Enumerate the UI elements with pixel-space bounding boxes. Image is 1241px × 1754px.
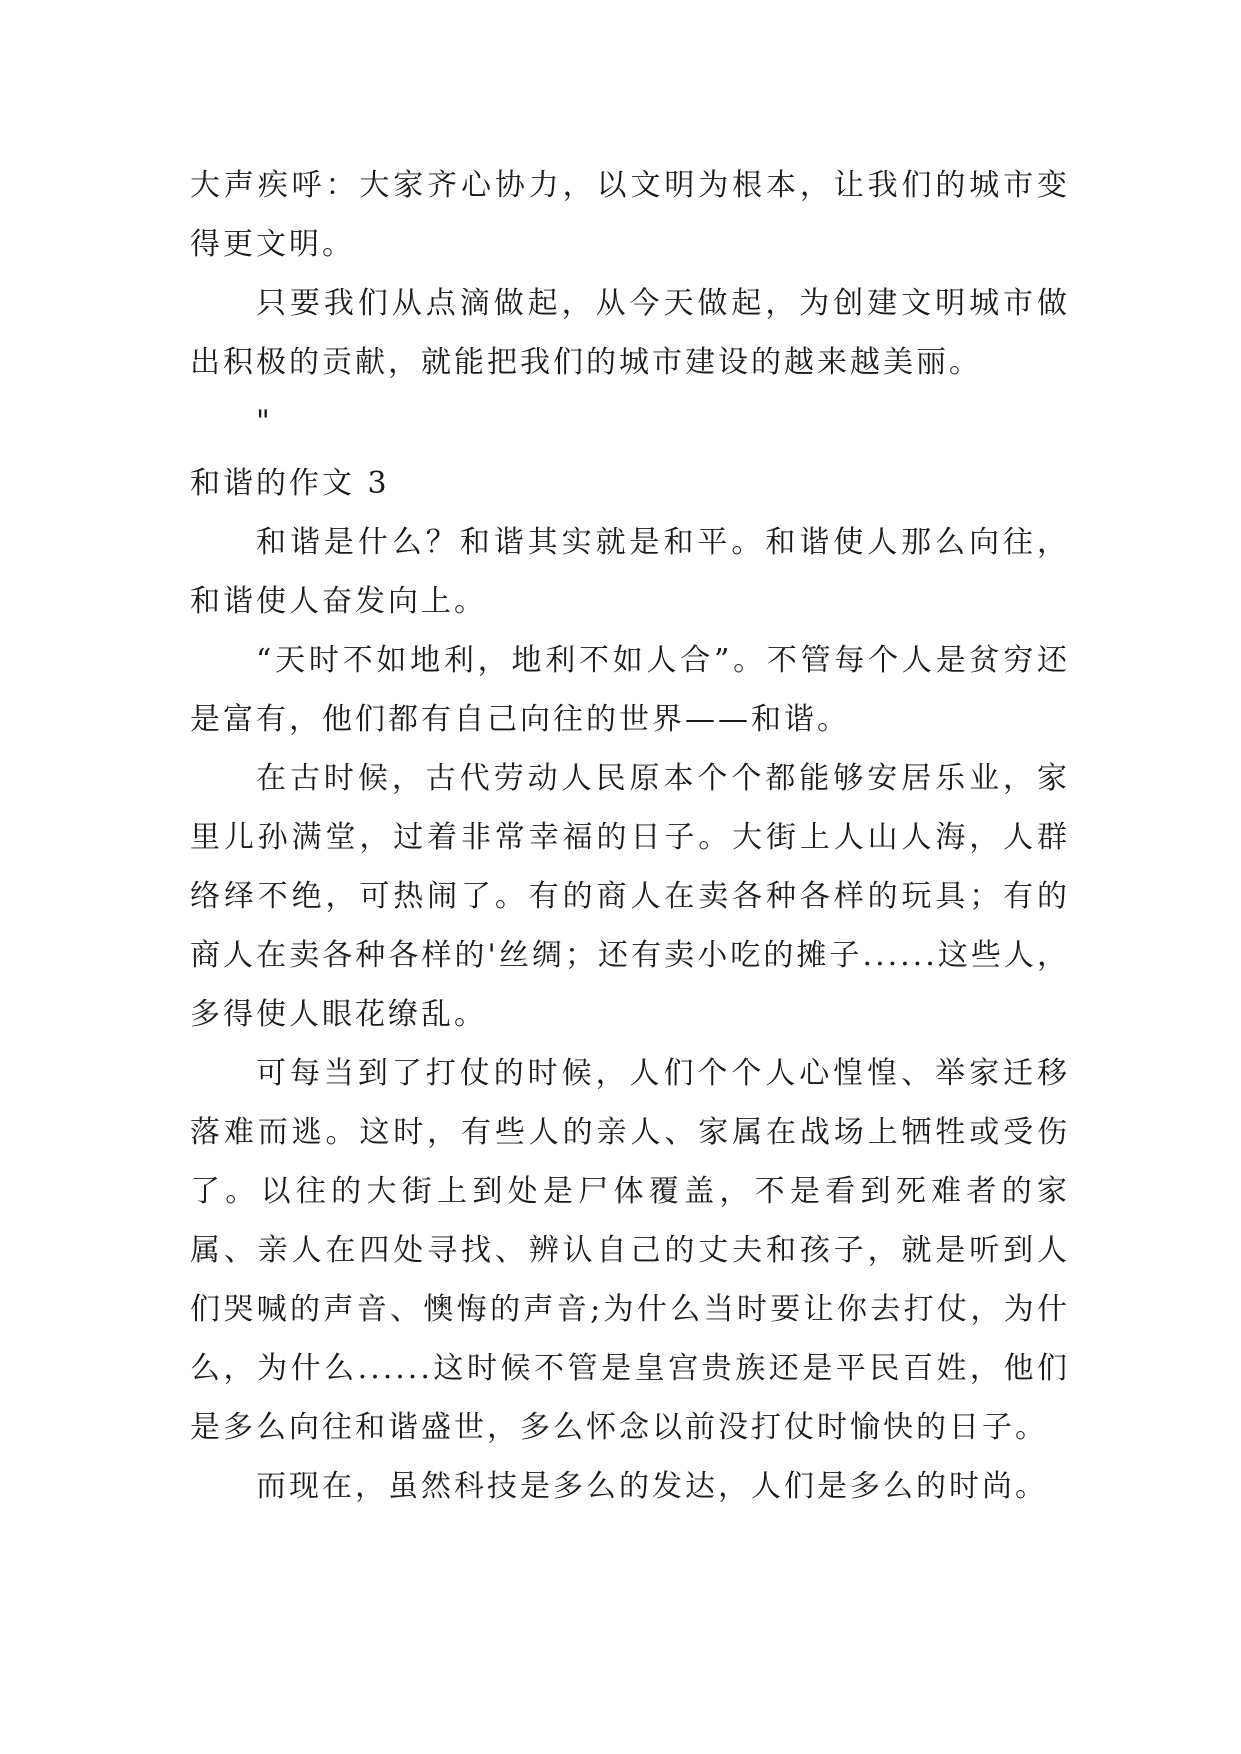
paragraph: 可每当到了打仗的时候，人们个个人心惶惶、举家迁移落难而逃。这时，有些人的亲人、家属在战场上牺牲或受伤了。以往的大街上到处是尸体覆盖，不是看到死难者的家属、亲人在四处寻找、辨认自己的丈夫和孩子，就是听到人们哭喊的声音、懊悔的声音;为什么当时要让你去打仗，为什么，为什么......这时候不管是皇宫贵族还是平民百姓，他们是多么向往和谐盛世，多么怀念以前没打仗时愉快的日子。 — [190, 1056, 1070, 1445]
paragraph: 只要我们从点滴做起，从今天做起，为创建文明城市做出积极的贡献，就能把我们的城市建设的越来越美丽。 — [190, 286, 1070, 380]
closing-quote-mark: " — [256, 404, 270, 439]
paragraph: 大声疾呼：大家齐心协力，以文明为根本，让我们的城市变得更文明。 — [190, 168, 1070, 262]
essay-section-1 — [190, 156, 1070, 451]
essay-heading: 和谐的作文 3 — [190, 466, 390, 501]
paragraph: 而现在，虽然科技是多么的发达，人们是多么的时尚。 — [256, 1469, 1048, 1504]
paragraph: 在古时候，古代劳动人民原本个个都能够安居乐业，家里儿孙满堂，过着非常幸福的日子。大街上人山人海，人群络绎不绝，可热闹了。有的商人在卖各种各样的玩具；有的商人在卖各种各样的'丝绸；还有卖小吃的摊子......这些人，多得使人眼花缭乱。 — [190, 761, 1070, 1032]
essay-section-2 — [190, 454, 1070, 1516]
paragraph: 和谐是什么？和谐其实就是和平。和谐使人那么向往，和谐使人奋发向上。 — [190, 525, 1070, 619]
paragraph: “天时不如地利，地利不如人合”。不管每个人是贫穷还是富有，他们都有自己向往的世界——和谐。 — [190, 643, 1070, 737]
